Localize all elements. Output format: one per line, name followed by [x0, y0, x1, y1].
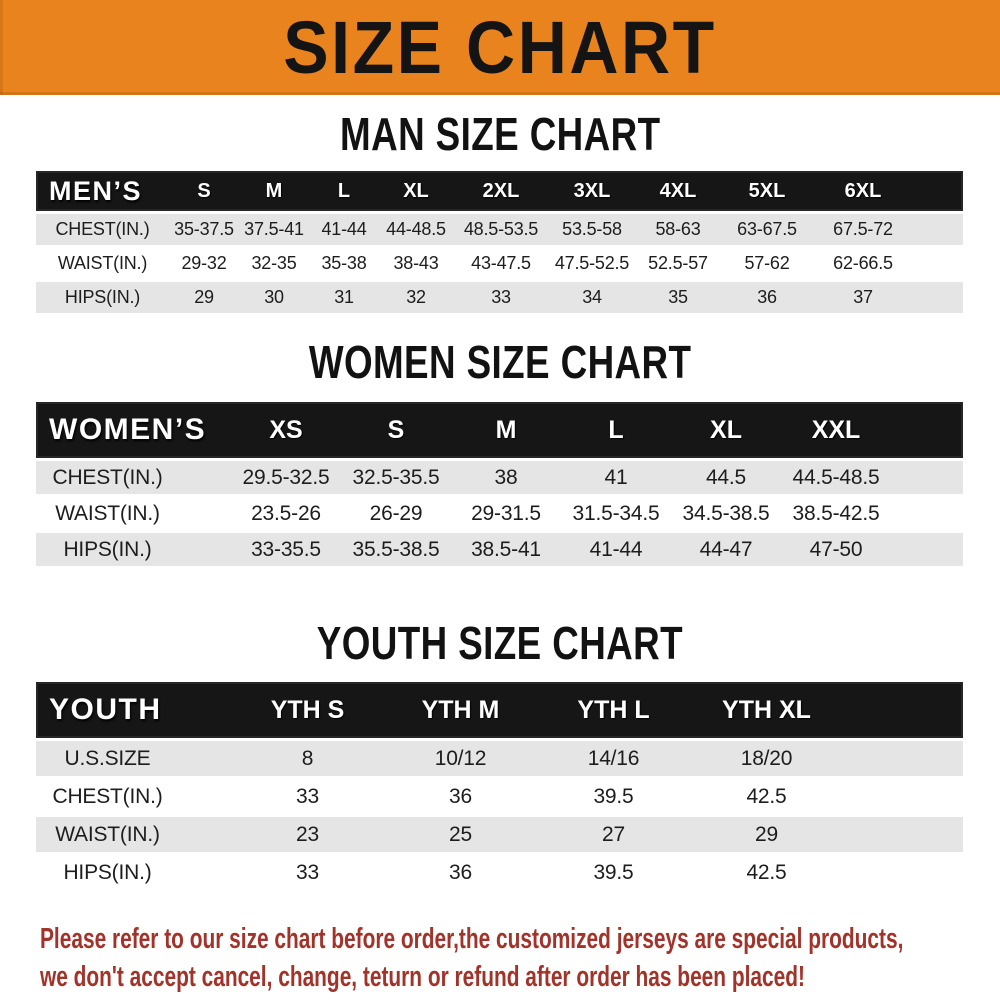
table-cell: 47.5-52.5 — [554, 253, 630, 273]
table-cell: 37 — [853, 287, 873, 307]
table-cell: 31 — [334, 287, 354, 307]
table-cell: 14/16 — [587, 746, 640, 770]
col-header: 5XL — [748, 179, 786, 202]
col-header: YTH L — [577, 695, 650, 724]
table-cell: 39.5 — [593, 860, 634, 884]
col-header: XL — [403, 179, 429, 202]
col-header: YTH S — [270, 695, 345, 724]
table-cell: 36 — [757, 287, 777, 307]
banner — [0, 0, 1000, 95]
table-row — [36, 214, 963, 245]
men-table-title: MEN’S — [49, 175, 143, 206]
table-row — [36, 855, 963, 890]
table-cell: 35-37.5 — [174, 219, 234, 239]
table-cell: 67.5-72 — [833, 219, 893, 239]
row-label: WAIST(IN.) — [57, 253, 148, 273]
table-cell: 29 — [755, 822, 778, 846]
col-header: XXL — [811, 415, 861, 444]
table-cell: 10/12 — [434, 746, 487, 770]
women-table-title: WOMEN’S — [49, 413, 207, 446]
row-label: CHEST(IN.) — [52, 784, 163, 808]
table-row — [36, 497, 963, 530]
table-row — [36, 282, 963, 313]
women-size-chart-heading — [0, 336, 1000, 388]
table-row — [36, 248, 963, 279]
table-cell: 58-63 — [655, 219, 701, 239]
women-size-table — [36, 402, 963, 566]
table-cell: 27 — [602, 822, 625, 846]
table-cell: 37.5-41 — [244, 219, 304, 239]
table-cell: 23.5-26 — [251, 501, 321, 525]
col-header: S — [197, 179, 211, 202]
row-label: HIPS(IN.) — [63, 860, 152, 884]
col-header: XL — [710, 415, 742, 444]
table-cell: 53.5-58 — [562, 219, 622, 239]
table-cell: 41 — [604, 465, 628, 489]
youth-size-table — [36, 682, 963, 890]
table-cell: 39.5 — [593, 784, 634, 808]
table-cell: 41-44 — [589, 537, 643, 561]
youth-size-chart-heading — [0, 617, 1000, 669]
table-cell: 32 — [406, 287, 426, 307]
order-policy-note — [0, 920, 1000, 996]
table-cell: 35 — [668, 287, 688, 307]
col-header: M — [265, 179, 283, 202]
table-cell: 44-48.5 — [386, 219, 446, 239]
youth-table-title: YOUTH — [49, 693, 162, 726]
col-header: 2XL — [482, 179, 520, 202]
table-cell: 38 — [494, 465, 518, 489]
women-size-chart-heading-text: WOMEN SIZE CHART — [308, 336, 692, 388]
row-label: WAIST(IN.) — [55, 501, 160, 525]
table-cell: 32-35 — [251, 253, 297, 273]
banner-title: SIZE CHART — [283, 5, 717, 89]
col-header: M — [495, 415, 517, 444]
table-cell: 43-47.5 — [471, 253, 531, 273]
table-cell: 29-32 — [181, 253, 227, 273]
table-cell: 35-38 — [321, 253, 367, 273]
table-cell: 44.5-48.5 — [792, 465, 880, 489]
col-header: XS — [269, 415, 303, 444]
man-size-chart-heading-text: MAN SIZE CHART — [339, 108, 661, 160]
table-cell: 26-29 — [369, 501, 423, 525]
table-cell: 44.5 — [705, 465, 747, 489]
table-cell: 33 — [296, 784, 319, 808]
table-cell: 47-50 — [809, 537, 863, 561]
col-header: 3XL — [573, 179, 611, 202]
col-header: L — [337, 179, 351, 202]
row-label: CHEST(IN.) — [55, 219, 150, 239]
table-cell: 38-43 — [393, 253, 439, 273]
table-cell: 38.5-42.5 — [792, 501, 880, 525]
table-cell: 25 — [449, 822, 472, 846]
men-size-table — [36, 171, 963, 313]
table-cell: 38.5-41 — [471, 537, 541, 561]
table-cell: 36 — [449, 860, 472, 884]
table-cell: 62-66.5 — [833, 253, 893, 273]
table-cell: 8 — [301, 746, 314, 770]
col-header: 4XL — [659, 179, 697, 202]
table-row — [36, 817, 963, 852]
row-label: HIPS(IN.) — [63, 537, 152, 561]
col-header: 6XL — [844, 179, 882, 202]
row-label: WAIST(IN.) — [55, 822, 160, 846]
table-cell: 29 — [194, 287, 214, 307]
table-cell: 48.5-53.5 — [463, 219, 539, 239]
table-cell: 31.5-34.5 — [572, 501, 660, 525]
row-label: HIPS(IN.) — [64, 287, 141, 307]
order-policy-line-2: we don't accept cancel, change, teturn or refund after order has been placed! — [40, 961, 805, 993]
table-row — [36, 533, 963, 566]
table-row — [36, 741, 963, 776]
table-cell: 57-62 — [744, 253, 790, 273]
order-policy-line-1: Please refer to our size chart before order,the customized jerseys are special products, — [40, 923, 904, 955]
table-cell: 42.5 — [746, 860, 787, 884]
table-cell: 30 — [264, 287, 284, 307]
table-cell: 42.5 — [746, 784, 787, 808]
table-cell: 32.5-35.5 — [352, 465, 440, 489]
table-cell: 34 — [582, 287, 602, 307]
col-header: S — [387, 415, 405, 444]
table-cell: 36 — [449, 784, 472, 808]
table-cell: 34.5-38.5 — [682, 501, 770, 525]
table-cell: 33 — [296, 860, 319, 884]
youth-size-chart-heading-text: YOUTH SIZE CHART — [316, 617, 684, 669]
table-cell: 63-67.5 — [737, 219, 797, 239]
col-header: YTH M — [421, 695, 500, 724]
table-cell: 33 — [491, 287, 511, 307]
table-cell: 41-44 — [321, 219, 367, 239]
col-header: YTH XL — [722, 695, 811, 724]
table-cell: 52.5-57 — [648, 253, 708, 273]
col-header: L — [608, 415, 624, 444]
table-cell: 35.5-38.5 — [352, 537, 440, 561]
man-size-chart-heading — [0, 108, 1000, 160]
table-cell: 23 — [296, 822, 319, 846]
table-cell: 33-35.5 — [251, 537, 321, 561]
table-cell: 29-31.5 — [471, 501, 541, 525]
table-cell: 44-47 — [699, 537, 753, 561]
table-cell: 29.5-32.5 — [242, 465, 330, 489]
table-row — [36, 461, 963, 494]
table-cell: 18/20 — [740, 746, 793, 770]
youth-table-header — [36, 682, 963, 738]
row-label: U.S.SIZE — [64, 746, 151, 770]
row-label: CHEST(IN.) — [52, 465, 163, 489]
table-row — [36, 779, 963, 814]
men-table-header — [36, 171, 963, 211]
women-table-header — [36, 402, 963, 458]
